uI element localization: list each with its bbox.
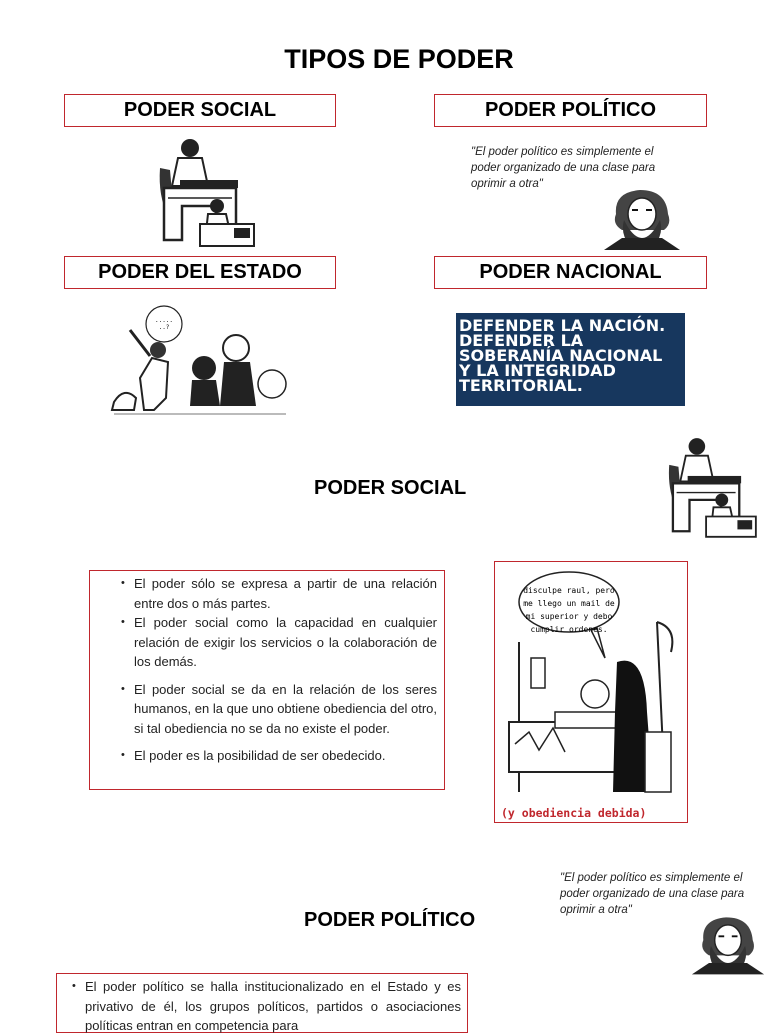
desk-worker-illustration	[150, 136, 265, 248]
desk-worker-illustration-small	[660, 432, 766, 542]
quote-politico: "El poder político es simplemente el poder organizado de una clase para oprimir a otra"	[560, 872, 745, 917]
social-bullet-list	[89, 570, 445, 790]
obediencia-cartoon	[494, 561, 688, 823]
politico-bullet-list	[56, 973, 468, 1033]
box-poder-politico: PODER POLÍTICO	[434, 94, 707, 127]
list-item: • El poder social se da en la relación de los seres humanos, en la que uno obtiene obediencia del otro, si tal obediencia no se da no existe el poder.	[112, 680, 437, 739]
cartoon-caption: (y obediencia debida)	[501, 806, 647, 820]
marx-portrait	[602, 184, 682, 250]
svg-text:.....: .....	[154, 317, 174, 324]
list-item: • El poder es la posibilidad de ser obedecido.	[112, 746, 437, 766]
box-poder-nacional: PODER NACIONAL	[434, 256, 707, 289]
box-poder-estado: PODER DEL ESTADO	[64, 256, 336, 289]
svg-text:..?: ..?	[158, 324, 170, 331]
nacion-banner: DEFENDER LA NACIÓN. DEFENDER LA SOBERANÍA NACIONAL Y LA INTEGRIDAD TERRITORIAL.	[456, 313, 685, 406]
speech-bubble: disculpe raul, pero me llego un mail de mi superior y debo cumplir ordenes.	[523, 586, 615, 634]
estado-cartoon	[104, 298, 294, 423]
section-politico-heading: PODER POLÍTICO	[304, 909, 476, 931]
section-social-heading: PODER SOCIAL	[314, 477, 467, 499]
page-title: TIPOS DE PODER	[284, 44, 514, 74]
list-item: • El poder social como la capacidad en cualquier relación de exigir los servicios o la colaboración de los demás.	[112, 613, 437, 672]
list-item: • El poder político se halla institucionalizado en el Estado y es privativo de él, los grupos políticos, partidos o asociaciones políticas entran en competencia para	[63, 977, 461, 1036]
quote-top: "El poder político es simplemente el poder organizado de una clase para oprimir a otra"	[471, 146, 656, 191]
list-item: • El poder sólo se expresa a partir de una relación entre dos o más partes.	[112, 574, 437, 613]
marx-portrait-small	[690, 910, 766, 976]
box-poder-social: PODER SOCIAL	[64, 94, 336, 127]
